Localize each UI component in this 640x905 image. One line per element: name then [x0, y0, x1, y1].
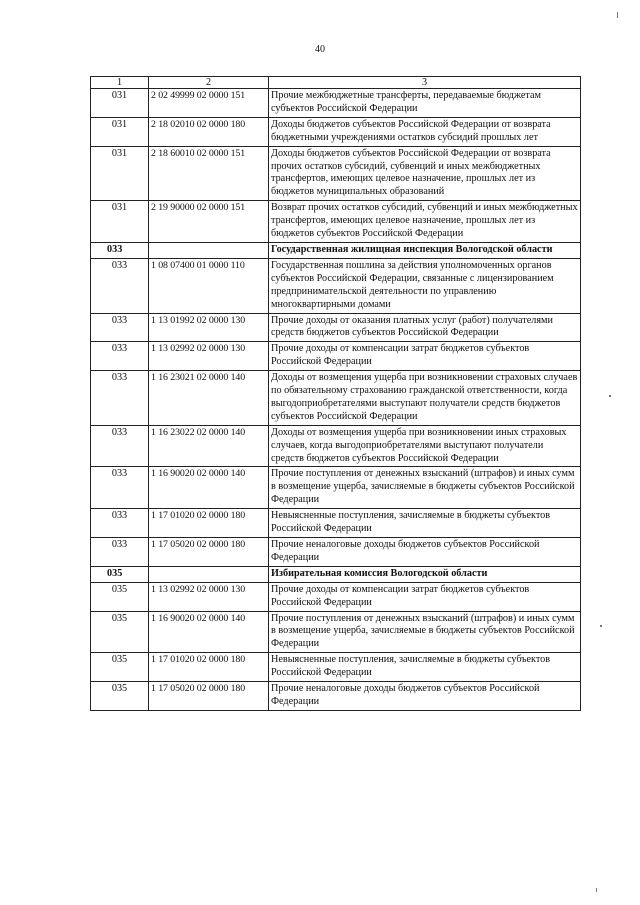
revenue-name-cell: Прочие доходы от оказания платных услуг (работ) получателями средств бюджетов субъектов Российской Федерации — [269, 313, 581, 342]
admin-code-cell: 033 — [91, 242, 149, 258]
section-header-row — [91, 566, 581, 582]
revenue-name-cell: Прочие поступления от денежных взысканий (штрафов) и иных сумм в возмещение ущерба, зачисляемые в бюджеты субъектов Российской Федерации — [269, 611, 581, 653]
admin-code-cell: 031 — [91, 146, 149, 201]
column-header-1: 1 — [91, 77, 149, 89]
table-row — [91, 509, 581, 538]
revenue-code-cell: 1 17 05020 02 0000 180 — [149, 682, 269, 711]
scan-mark — [609, 395, 611, 397]
revenue-code-cell: 1 08 07400 01 0000 110 — [149, 258, 269, 313]
revenue-code-cell: 1 16 90020 02 0000 140 — [149, 467, 269, 509]
scan-mark — [596, 888, 597, 892]
table-row — [91, 611, 581, 653]
revenue-name-cell: Доходы от возмещения ущерба при возникновении страховых случаев по обязательному страхованию гражданской ответственности, когда выгодоприобретателями выступают получатели средств бюджетов субъектов Российской Федерации — [269, 371, 581, 426]
revenue-name-cell: Прочие поступления от денежных взысканий (штрафов) и иных сумм в возмещение ущерба, зачисляемые в бюджеты субъектов Российской Федерации — [269, 467, 581, 509]
table-header-row — [91, 77, 581, 89]
admin-code-cell: 033 — [91, 371, 149, 426]
revenue-name-cell: Доходы бюджетов субъектов Российской Федерации от возврата прочих остатков субсидий, субвенций и иных межбюджетных трансфертов, имеющих целевое назначение, прошлых лет из бюджетов муниципальных образований — [269, 146, 581, 201]
admin-code-cell: 031 — [91, 201, 149, 243]
admin-code-cell: 035 — [91, 611, 149, 653]
admin-code-cell: 035 — [91, 653, 149, 682]
revenue-code-cell: 1 16 90020 02 0000 140 — [149, 611, 269, 653]
table-row — [91, 117, 581, 146]
revenue-code-cell: 1 17 01020 02 0000 180 — [149, 509, 269, 538]
revenue-code-cell: 1 17 05020 02 0000 180 — [149, 538, 269, 567]
revenue-code-cell: 1 16 23021 02 0000 140 — [149, 371, 269, 426]
admin-code-cell: 033 — [91, 509, 149, 538]
revenue-code-cell: 2 02 49999 02 0000 151 — [149, 89, 269, 118]
table-row — [91, 425, 581, 467]
table-body — [91, 89, 581, 711]
revenue-code-cell: 2 18 60010 02 0000 151 — [149, 146, 269, 201]
revenue-code-cell: 1 17 01020 02 0000 180 — [149, 653, 269, 682]
admin-code-cell: 033 — [91, 313, 149, 342]
revenue-name-cell: Возврат прочих остатков субсидий, субвенций и иных межбюджетных трансфертов, имеющих целевое назначение, прошлых лет из бюджетов субъектов Российской Федерации — [269, 201, 581, 243]
table-row — [91, 313, 581, 342]
revenue-codes-table — [90, 76, 581, 711]
table-row — [91, 467, 581, 509]
table-row — [91, 201, 581, 243]
revenue-name-cell: Доходы от возмещения ущерба при возникновении иных страховых случаев, когда выгодоприобретателями выступают получатели средств бюджетов субъектов Российской Федерации — [269, 425, 581, 467]
admin-code-cell: 033 — [91, 425, 149, 467]
column-header-2: 2 — [149, 77, 269, 89]
revenue-code-cell: 1 16 23022 02 0000 140 — [149, 425, 269, 467]
table-row — [91, 342, 581, 371]
revenue-name-cell: Избирательная комиссия Вологодской области — [269, 566, 581, 582]
column-header-3: 3 — [269, 77, 581, 89]
admin-code-cell: 031 — [91, 117, 149, 146]
revenue-name-cell: Доходы бюджетов субъектов Российской Федерации от возврата бюджетными учреждениями остатков субсидий прошлых лет — [269, 117, 581, 146]
revenue-code-cell: 1 13 02992 02 0000 130 — [149, 582, 269, 611]
admin-code-cell: 033 — [91, 538, 149, 567]
revenue-code-cell: 2 18 02010 02 0000 180 — [149, 117, 269, 146]
revenue-name-cell: Государственная жилищная инспекция Вологодской области — [269, 242, 581, 258]
admin-code-cell: 033 — [91, 342, 149, 371]
revenue-code-cell: 2 19 90000 02 0000 151 — [149, 201, 269, 243]
table-row — [91, 371, 581, 426]
revenue-name-cell: Прочие доходы от компенсации затрат бюджетов субъектов Российской Федерации — [269, 582, 581, 611]
page-number: 40 — [315, 44, 325, 55]
table-row — [91, 258, 581, 313]
admin-code-cell: 031 — [91, 89, 149, 118]
scan-mark — [600, 625, 602, 627]
table-row — [91, 538, 581, 567]
revenue-name-cell: Прочие доходы от компенсации затрат бюджетов субъектов Российской Федерации — [269, 342, 581, 371]
table-row — [91, 89, 581, 118]
table-row — [91, 582, 581, 611]
section-header-row — [91, 242, 581, 258]
admin-code-cell: 033 — [91, 467, 149, 509]
revenue-code-cell: 1 13 02992 02 0000 130 — [149, 342, 269, 371]
admin-code-cell: 035 — [91, 682, 149, 711]
admin-code-cell: 035 — [91, 566, 149, 582]
revenue-name-cell: Государственная пошлина за действия уполномоченных органов субъектов Российской Федерации, связанные с лицензированием предпринимательской деятельности по управлению многоквартирными домами — [269, 258, 581, 313]
table-row — [91, 146, 581, 201]
admin-code-cell: 033 — [91, 258, 149, 313]
revenue-name-cell: Прочие межбюджетные трансферты, передаваемые бюджетам субъектов Российской Федерации — [269, 89, 581, 118]
admin-code-cell: 035 — [91, 582, 149, 611]
table-row — [91, 653, 581, 682]
revenue-code-cell — [149, 242, 269, 258]
revenue-code-cell — [149, 566, 269, 582]
revenue-name-cell: Прочие неналоговые доходы бюджетов субъектов Российской Федерации — [269, 538, 581, 567]
scan-mark — [617, 12, 618, 18]
revenue-name-cell: Невыясненные поступления, зачисляемые в бюджеты субъектов Российской Федерации — [269, 653, 581, 682]
revenue-name-cell: Невыясненные поступления, зачисляемые в бюджеты субъектов Российской Федерации — [269, 509, 581, 538]
revenue-name-cell: Прочие неналоговые доходы бюджетов субъектов Российской Федерации — [269, 682, 581, 711]
revenue-code-cell: 1 13 01992 02 0000 130 — [149, 313, 269, 342]
table-row — [91, 682, 581, 711]
